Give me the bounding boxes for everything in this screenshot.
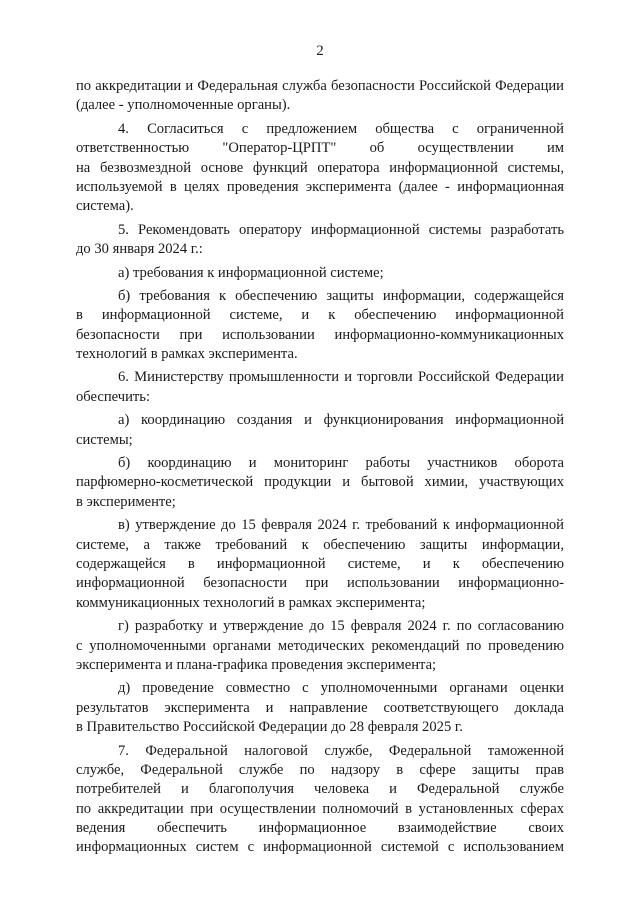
paragraph-first-line: б) координацию и мониторинг работы участников оборота xyxy=(118,455,564,472)
text-line: парфюмерно-косметической продукции и бытовой химии, участвующих xyxy=(76,474,564,491)
text-line: службе, Федеральной службе по надзору в сфере защиты прав xyxy=(76,761,564,778)
text-line: системе, а также требований к обеспечению защиты информации, xyxy=(76,536,564,553)
text-line: обеспечить: xyxy=(76,388,151,405)
text-line: на безвозмездной основе функций оператора информационной системы, xyxy=(76,159,564,176)
text-line: ответственностью "Оператор-ЦРПТ" об осуществлении им xyxy=(76,140,564,157)
text-line: до 30 января 2024 г.: xyxy=(76,241,203,258)
paragraph-first-line: 7. Федеральной налоговой службе, Федеральной таможенной xyxy=(118,742,564,759)
paragraph-first-line: а) требования к информационной системе; xyxy=(118,264,384,281)
text-line: информационных систем с информационной системой с использованием xyxy=(76,839,564,856)
text-line: по аккредитации и Федеральная служба безопасности Российской Федерации xyxy=(76,78,564,94)
text-line: содержащейся в информационной системе, и к обеспечению xyxy=(76,555,564,572)
text-line: безопасности при использовании информационно-коммуникационных xyxy=(76,326,564,343)
text-line: результатов эксперимента и направление соответствующего доклада xyxy=(76,699,564,716)
text-line: потребителей и благополучия человека и Федеральной службе xyxy=(76,781,564,798)
paragraph-first-line: 4. Согласиться с предложением общества с ограниченной xyxy=(118,120,564,137)
text-line: в информационной системе, и к обеспечению информационной xyxy=(76,307,564,324)
paragraph-first-line: г) разработку и утверждение до 15 февраля 2024 г. по согласованию xyxy=(118,618,564,635)
text-line: в Правительство Российской Федерации до 28 февраля 2025 г. xyxy=(76,719,463,736)
text-line: системы; xyxy=(76,431,133,448)
paragraph-first-line: 5. Рекомендовать оператору информационной системы разработать xyxy=(118,221,564,238)
page-number: 2 xyxy=(316,43,324,59)
text-line: ведения обеспечить информационное взаимодействие своих xyxy=(76,820,564,837)
text-line: эксперимента и плана-графика проведения эксперимента; xyxy=(76,656,437,673)
text-line: в эксперименте; xyxy=(76,493,176,510)
text-line: по аккредитации при осуществлении полномочий в установленных сферах xyxy=(76,800,564,817)
text-line: технологий в рамках эксперимента. xyxy=(76,346,298,363)
paragraph-first-line: в) утверждение до 15 февраля 2024 г. требований к информационной xyxy=(118,517,564,534)
text-line: с уполномоченными органами методических рекомендаций по проведению xyxy=(76,637,564,654)
paragraph-first-line: 6. Министерству промышленности и торговли Российской Федерации xyxy=(118,369,564,386)
text-line: система). xyxy=(76,198,134,215)
text-line: (далее - уполномоченные органы). xyxy=(76,97,291,114)
document-body xyxy=(76,77,564,858)
text-line: используемой в целях проведения эксперимента (далее - информационная xyxy=(76,178,564,195)
paragraph-first-line: а) координацию создания и функционирования информационной xyxy=(118,412,564,429)
paragraph-first-line: б) требования к обеспечению защиты информации, содержащейся xyxy=(118,287,564,304)
paragraph-first-line: д) проведение совместно с уполномоченными органами оценки xyxy=(118,680,564,697)
text-line: коммуникационных технологий в рамках эксперимента; xyxy=(76,594,426,611)
text-line: информационной безопасности при использовании информационно- xyxy=(76,575,564,592)
